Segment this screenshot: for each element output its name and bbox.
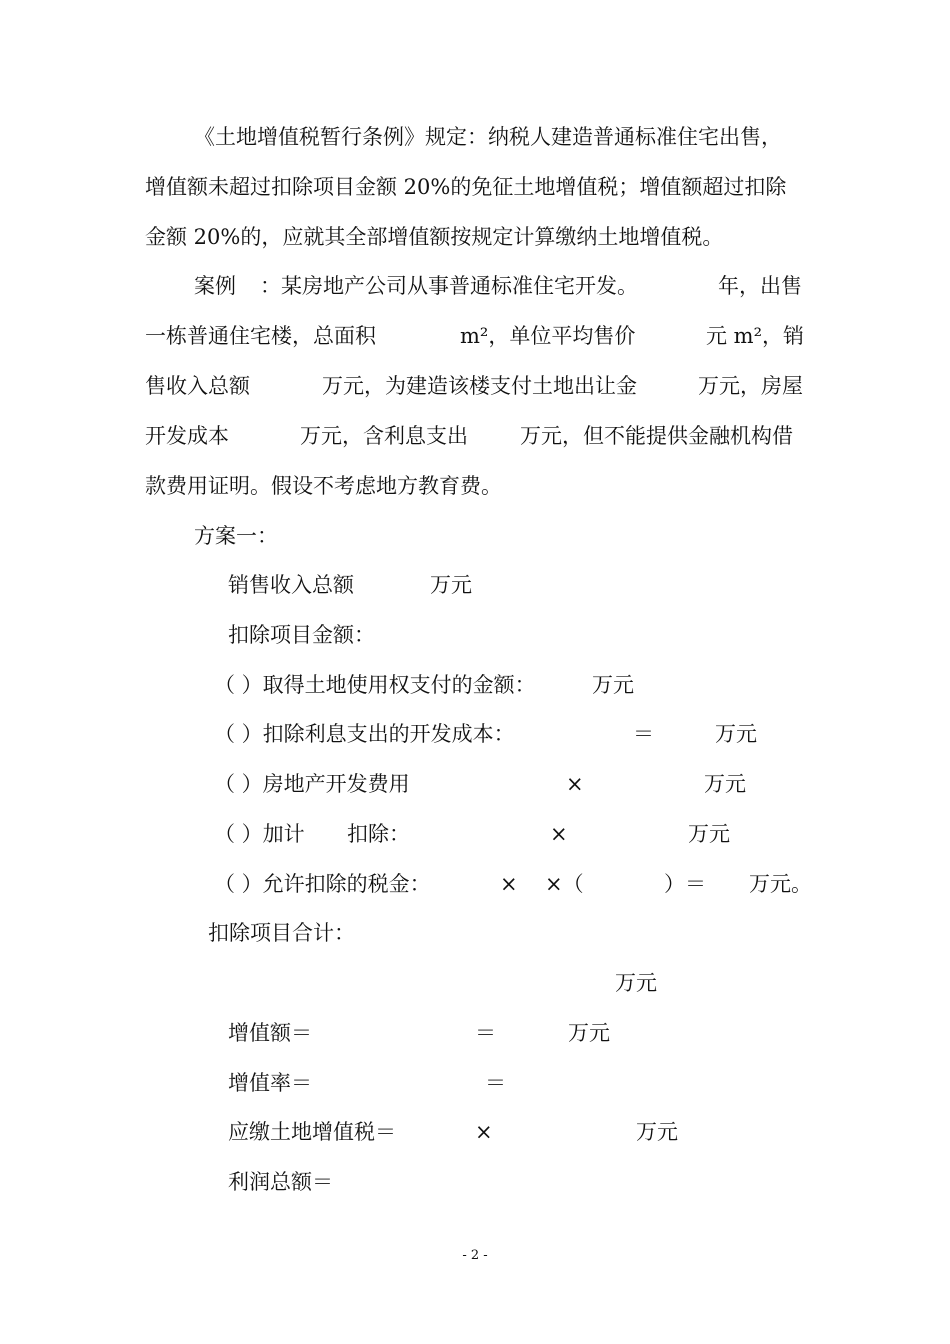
- item-5-close: ）＝: [664, 872, 706, 896]
- tax-label: 应缴土地增值税＝: [228, 1120, 396, 1144]
- item-5-unit: 万元。: [749, 872, 812, 896]
- item-4-deduct: 扣除：: [347, 822, 410, 846]
- total-unit: 万元: [615, 971, 657, 995]
- case-line-5: 款费用证明。假设不考虑地方教育费。: [145, 474, 502, 498]
- deduct-label: 扣除项目金额：: [228, 623, 375, 647]
- case-line-3-end: 万元，房屋: [698, 374, 803, 398]
- case-line-2-start: 一栋普通住宅楼，总面积: [145, 324, 376, 348]
- plan-1-heading: 方案一：: [194, 524, 278, 548]
- case-line-3-start: 售收入总额: [145, 374, 250, 398]
- tax-unit: 万元: [636, 1120, 678, 1144]
- tax-times: ×: [475, 1120, 493, 1144]
- item-4-label: （ ）加计: [214, 822, 305, 846]
- total-label: 扣除项目合计：: [208, 921, 355, 945]
- sales-label: 销售收入总额: [228, 573, 354, 597]
- case-line-1-label: 案例: [194, 274, 236, 298]
- case-line-1-text: ：某房地产公司从事普通标准住宅开发。: [260, 274, 638, 298]
- vat-label: 增值额＝: [228, 1021, 312, 1045]
- item-3-times: ×: [566, 772, 584, 796]
- item-3-label: （ ）房地产开发费用: [214, 772, 410, 796]
- item-1-unit: 万元: [592, 673, 634, 697]
- item-5-times-2: ×（: [545, 872, 584, 896]
- item-1-label: （ ）取得土地使用权支付的金额：: [214, 673, 536, 697]
- case-line-4-end: 万元，但不能提供金融机构借: [520, 424, 793, 448]
- vat-unit: 万元: [568, 1021, 610, 1045]
- item-2-label: （ ）扣除利息支出的开发成本：: [214, 722, 515, 746]
- item-3-unit: 万元: [704, 772, 746, 796]
- case-line-1-end: 年，出售: [718, 274, 802, 298]
- sales-unit: 万元: [430, 573, 472, 597]
- case-line-4-start: 开发成本: [145, 424, 229, 448]
- item-4-times: ×: [550, 822, 568, 846]
- profit-label: 利润总额＝: [228, 1170, 333, 1194]
- paragraph-1-line-1: 《土地增值税暂行条例》规定：纳税人建造普通标准住宅出售，: [194, 125, 782, 149]
- case-line-4-mid: 万元，含利息支出: [300, 424, 468, 448]
- item-4-unit: 万元: [688, 822, 730, 846]
- vat-equals: ＝: [475, 1021, 496, 1045]
- rate-label: 增值率＝: [228, 1071, 312, 1095]
- item-5-label: （ ）允许扣除的税金：: [214, 872, 431, 896]
- paragraph-1-line-3: 金额 20%的，应就其全部增值额按规定计算缴纳土地增值税。: [145, 225, 724, 249]
- case-line-2-mid: m²，单位平均售价: [460, 324, 636, 348]
- item-2-equals: ＝: [633, 722, 654, 746]
- item-5-times-1: ×: [500, 872, 518, 896]
- rate-equals: ＝: [485, 1071, 506, 1095]
- case-line-2-end: 元 m²，销: [706, 324, 805, 348]
- page-number: - 2 -: [462, 1248, 488, 1263]
- paragraph-1-line-2: 增值额未超过扣除项目金额 20%的免征土地增值税；增值额超过扣除: [145, 175, 787, 199]
- case-line-3-mid: 万元，为建造该楼支付土地出让金: [322, 374, 637, 398]
- item-2-unit: 万元: [715, 722, 757, 746]
